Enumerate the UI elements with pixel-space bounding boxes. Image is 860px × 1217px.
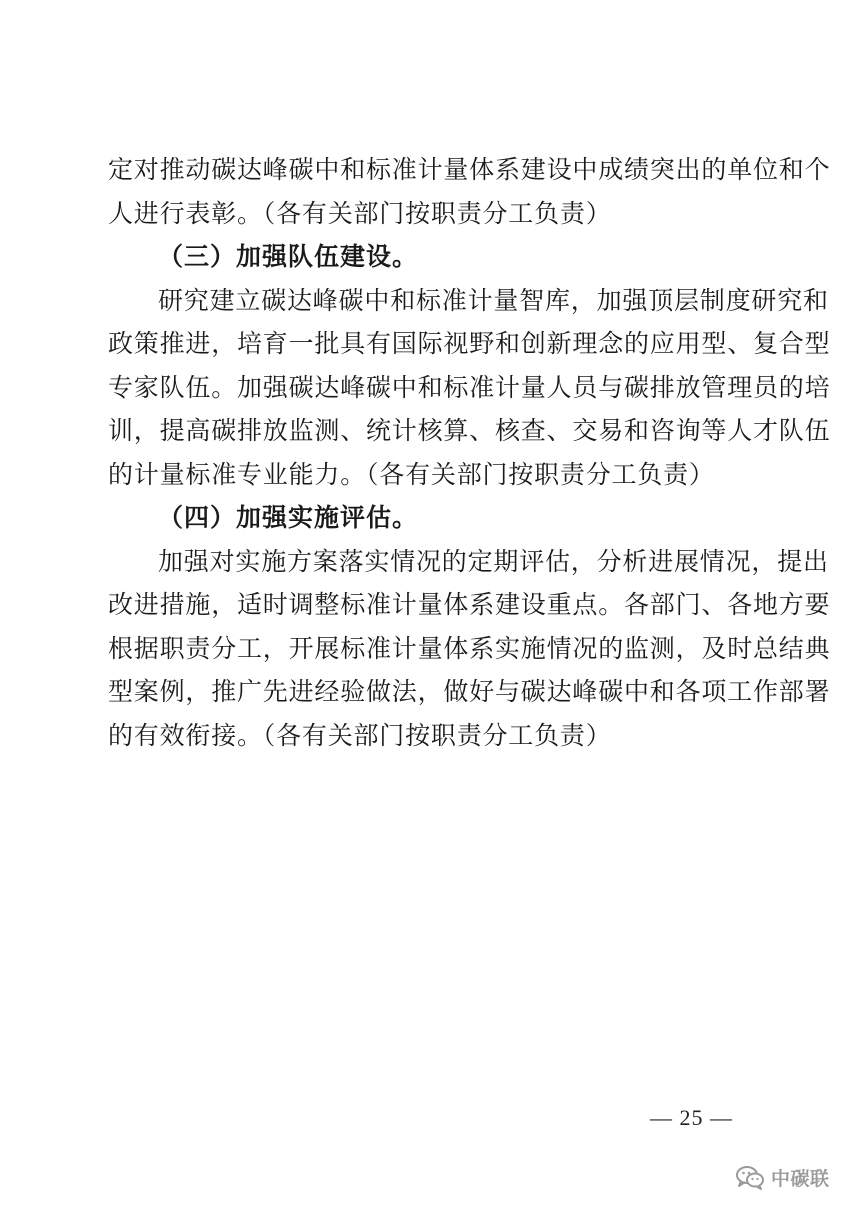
section-heading: （四）加强实施评估。 <box>158 503 419 532</box>
body-line: 定对推动碳达峰碳中和标准计量体系建设中成绩突出的单位和个 <box>108 155 831 184</box>
body-line: 的计量标准专业能力。（各有关部门按职责分工负责） <box>108 459 715 489</box>
section-heading: （三）加强队伍建设。 <box>158 242 419 271</box>
wechat-watermark <box>735 1164 830 1191</box>
body-line: 人进行表彰。（各有关部门按职责分工负责） <box>108 198 612 228</box>
watermark-label: 中碳联 <box>771 1168 830 1190</box>
wechat-icon <box>735 1165 765 1191</box>
body-line: 政策推进，培育一批具有国际视野和创新理念的应用型、复合型 <box>108 329 831 358</box>
body-line: 型案例，推广先进经验做法，做好与碳达峰碳中和各项工作部署 <box>108 677 831 706</box>
page-number: — 25 — <box>650 1105 733 1130</box>
paragraph-first-line: 研究建立碳达峰碳中和标准计量智库，加强顶层制度研究和 <box>158 285 829 315</box>
body-line: 改进措施，适时调整标准计量体系建设重点。各部门、各地方要 <box>108 590 831 619</box>
paragraph-first-line: 加强对实施方案落实情况的定期评估，分析进展情况，提出 <box>158 546 829 576</box>
body-line: 的有效衔接。（各有关部门按职责分工负责） <box>108 720 612 750</box>
body-line: 专家队伍。加强碳达峰碳中和标准计量人员与碳排放管理员的培 <box>108 372 831 402</box>
body-line: 训，提高碳排放监测、统计核算、核查、交易和咨询等人才队伍 <box>108 416 831 445</box>
body-line: 根据职责分工，开展标准计量体系实施情况的监测，及时总结典 <box>108 633 831 663</box>
document-body <box>108 148 831 757</box>
